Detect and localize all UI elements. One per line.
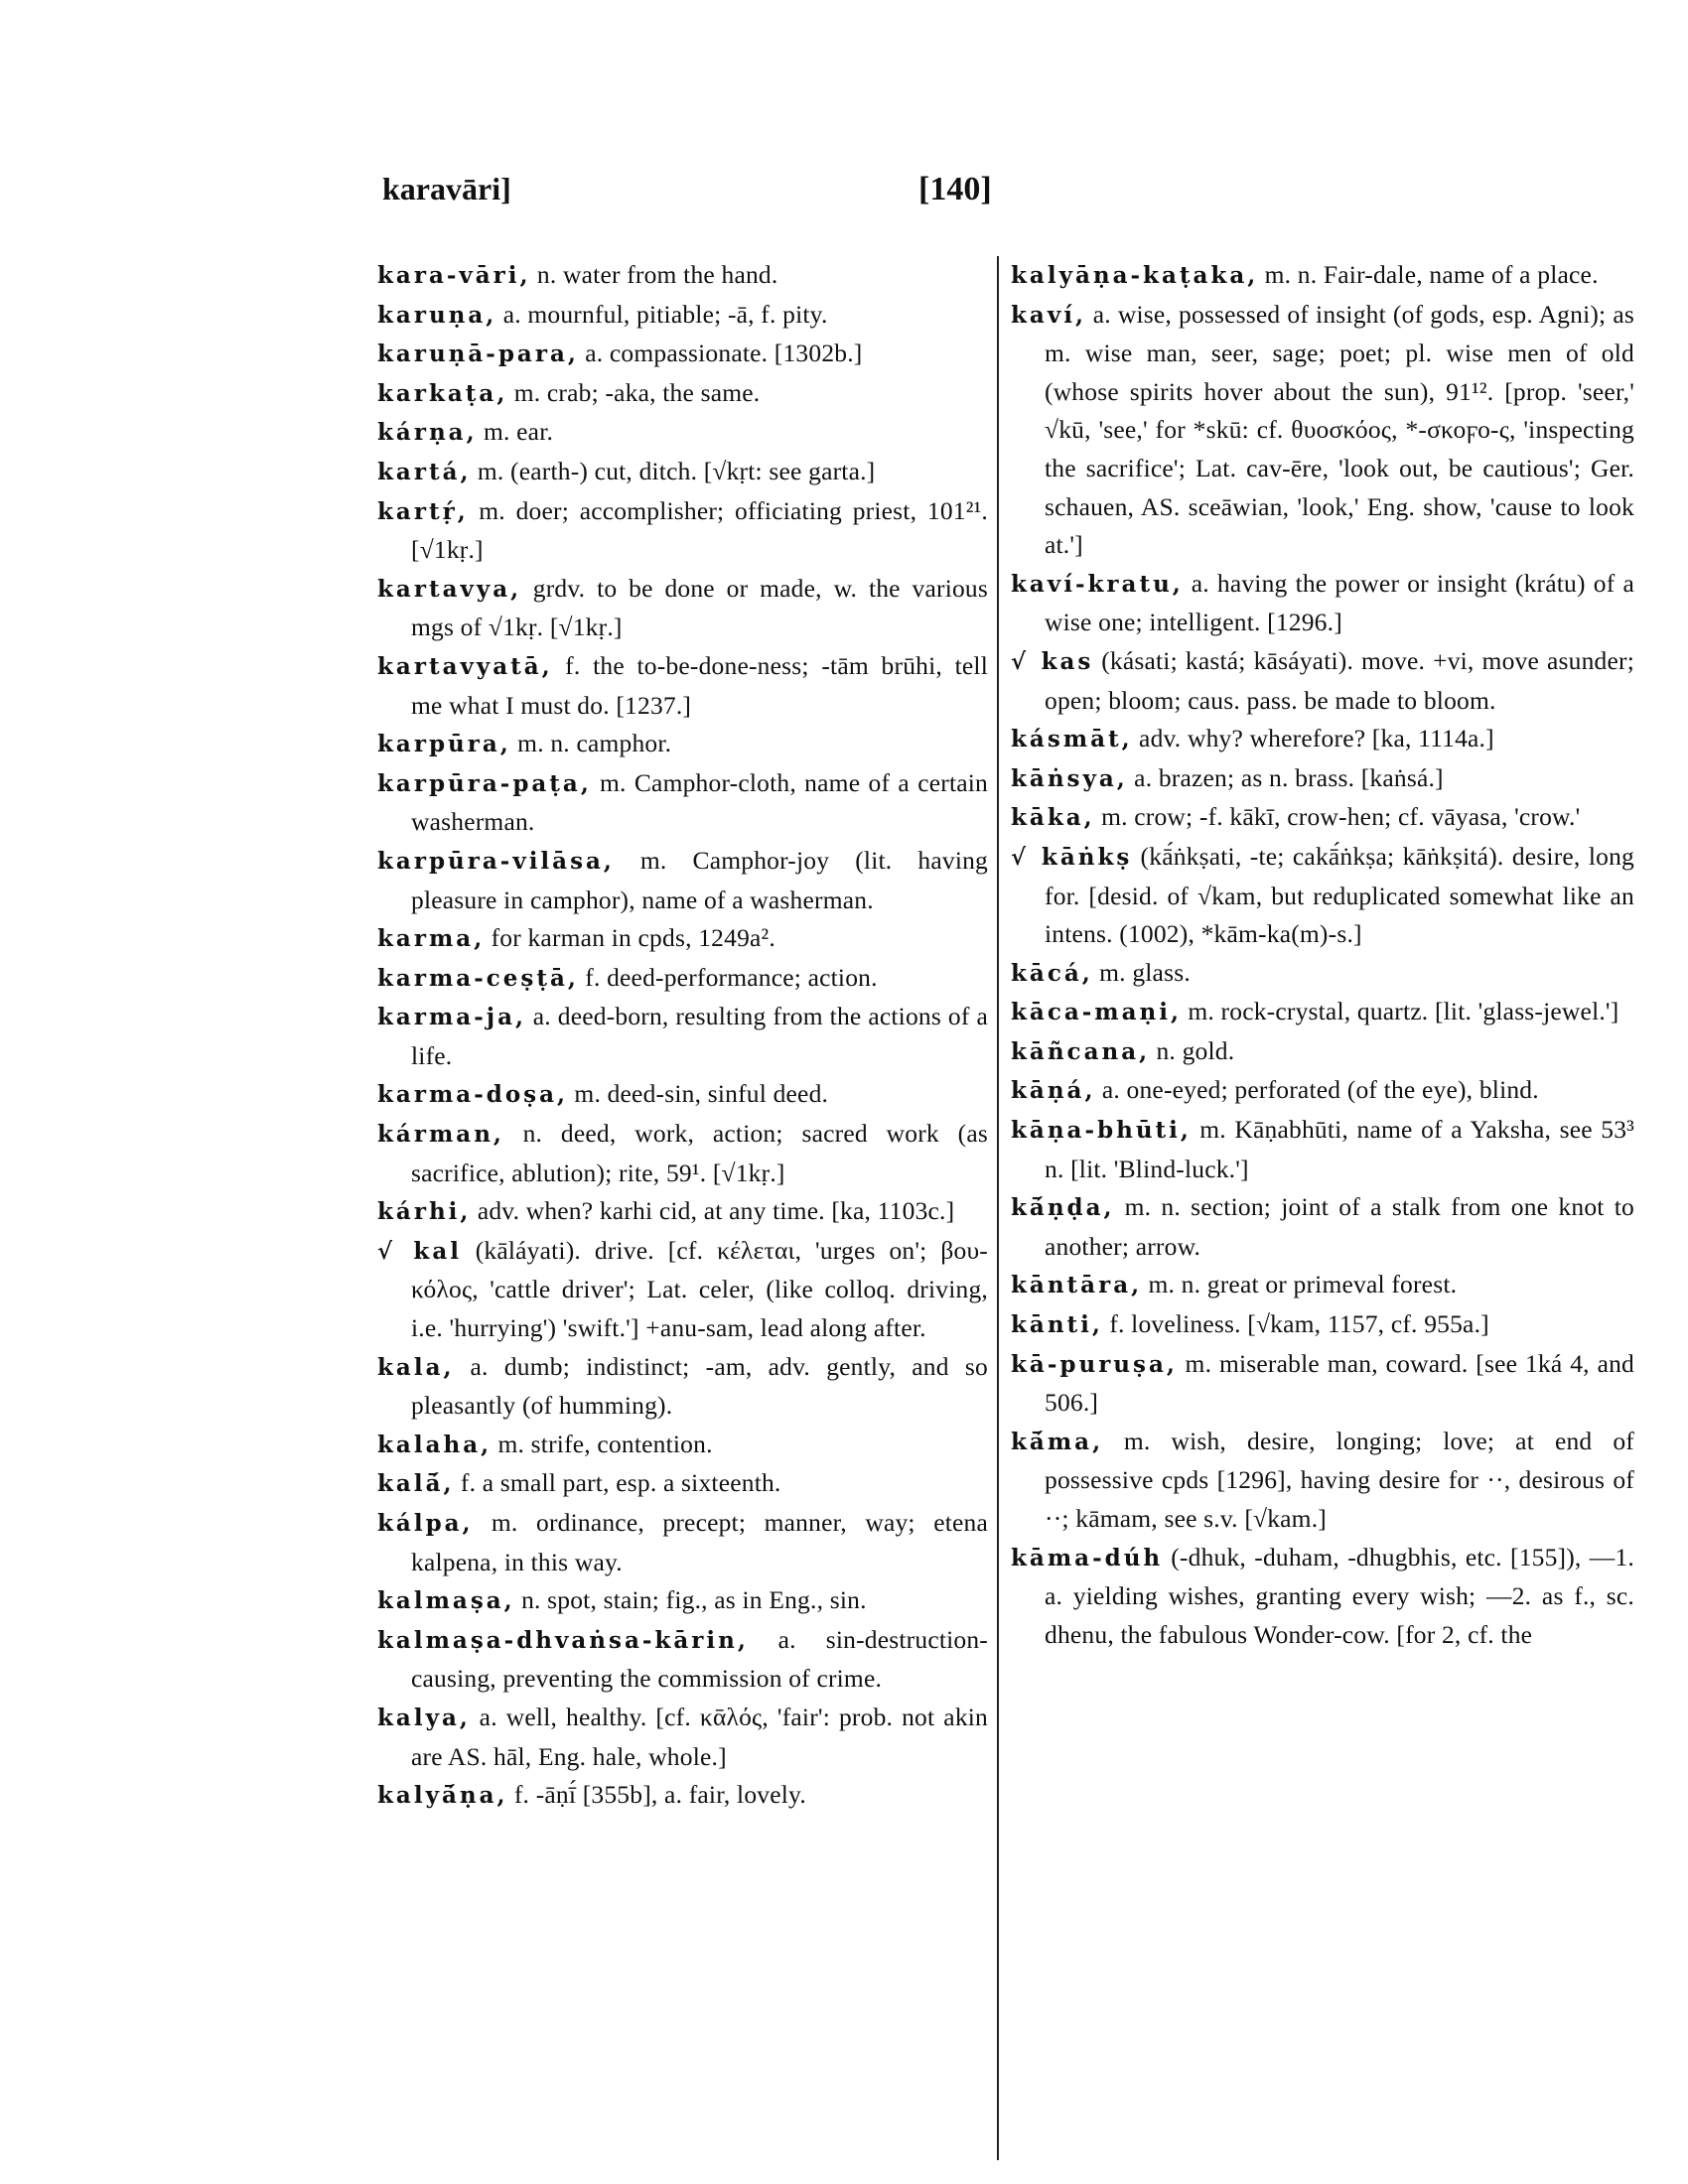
definition: m. Camphor-joy (lit. having pleasure in camphor), name of a washerman. [411, 845, 989, 914]
headword: kāma-dúh [1011, 1544, 1164, 1571]
headword: kācá, [1011, 959, 1093, 987]
dictionary-entry [377, 647, 988, 725]
dictionary-entry [377, 1426, 988, 1465]
dictionary-entry [377, 842, 988, 919]
dictionary-entry [377, 959, 988, 999]
headword: kāṅsya, [1011, 764, 1128, 792]
definition: a. wise, possessed of insight (of gods, esp. Agni); as m. wise man, seer, sage; poet; pl. wise men of old (whose spirits hover about the sun), 91¹². [prop. 'seer,' √kū, 'see,' for *skū: cf. θυοσκόος, *-σκοϝο-ς, 'inspecting the sacrifice'; Lat. cav-ēre, 'look out, be cautious'; Ger. schauen, AS. sceāwian, 'look,' Eng. show, 'cause to look at.'] [1045, 299, 1634, 560]
headword: kā́ma, [1011, 1428, 1104, 1455]
headword: kalya, [377, 1704, 471, 1731]
definition: a. deed-born, resulting from the actions of a life. [411, 1002, 989, 1070]
dictionary-entry [1011, 1188, 1634, 1266]
dictionary-entry [377, 374, 988, 414]
dictionary-entry [377, 1192, 988, 1232]
headword: karpūra-vilāsa, [377, 847, 615, 875]
definition: m. doer; accomplisher; officiating priest, 101²¹. [√1kṛ.] [411, 495, 989, 565]
definition: a. sin-destruction-causing, preventing the commission of crime. [411, 1624, 988, 1694]
dictionary-entry [1011, 642, 1634, 720]
definition: (-dhuk, -duham, -dhugbhis, etc. [155]), —1. a. yielding wishes, granting every wish; —2. as f., sc. dhenu, the fabulous Wonder-cow. [for 2, cf. the [1045, 1542, 1634, 1649]
dictionary-entry [377, 453, 988, 492]
dictionary-entry [1011, 798, 1634, 838]
definition: a. mournful, pitiable; -ā, f. pity. [502, 299, 828, 329]
definition: m. miserable man, coward. [see 1ká 4, and 506.] [1045, 1348, 1635, 1418]
dictionary-entry [377, 998, 988, 1075]
headword: karpūra, [377, 731, 511, 758]
definition: (kā́ṅkṣati, -te; cakā́ṅkṣa; kāṅkṣitá). desire, long for. [desid. of √kam, but reduplicated somewhat like an intens. (1002), *kām-ka(m)-s.] [1045, 841, 1634, 949]
headword: kāka, [1011, 804, 1095, 832]
column-divider [997, 256, 999, 2160]
headword: √ kal [377, 1237, 463, 1265]
definition: f. a small part, esp. a sixteenth. [460, 1468, 781, 1498]
headword: karpūra-paṭa, [377, 769, 592, 797]
definition: m. deed-sin, sinful deed. [574, 1079, 829, 1109]
definition: m. ear. [483, 417, 554, 447]
definition: f. loveliness. [√kam, 1157, cf. 955a.] [1109, 1309, 1489, 1339]
definition: m. n. Fair-dale, name of a place. [1264, 260, 1599, 289]
definition: m. rock-crystal, quartz. [lit. 'glass-jewel.'] [1188, 997, 1619, 1026]
headword: kalmaṣa, [377, 1587, 515, 1615]
headword: kárhi, [377, 1198, 472, 1226]
headword: karuṇa, [377, 301, 497, 329]
headword: kalyāṇa-kaṭaka, [1011, 262, 1259, 289]
headword: √ kas [1011, 647, 1094, 675]
headword: kā́ṇḍa, [1011, 1194, 1115, 1222]
dictionary-entry [377, 1232, 988, 1348]
dictionary-entry [377, 413, 988, 453]
headword: kásmāt, [1011, 726, 1133, 753]
dictionary-entry [377, 1504, 988, 1581]
headword: kāṇá, [1011, 1077, 1096, 1105]
definition: m. n. section; joint of a stalk from one knot to another; arrow. [1045, 1192, 1634, 1261]
dictionary-entry [1011, 1423, 1634, 1539]
dictionary-entry [377, 1115, 988, 1192]
headword: karma-ceṣṭā, [377, 964, 579, 992]
headword: kárṇa, [377, 419, 478, 447]
definition: for karman in cpds, 1249a². [491, 923, 775, 953]
dictionary-entry [377, 1348, 988, 1426]
dictionary-entry [1011, 1032, 1634, 1072]
dictionary-entry [1011, 296, 1634, 565]
headword: kāñcana, [1011, 1037, 1151, 1065]
dictionary-entry [377, 764, 988, 842]
headword: kartavyatā, [377, 652, 553, 680]
definition: m. Camphor-cloth, name of a certain washerman. [411, 767, 988, 837]
dictionary-entry [377, 1075, 988, 1115]
dictionary-entry [1011, 1539, 1634, 1655]
dictionary-entry [1011, 720, 1634, 759]
dictionary-entry [377, 492, 988, 570]
definition: n. water from the hand. [536, 260, 778, 289]
headword: kāca-maṇi, [1011, 999, 1182, 1026]
definition: a. dumb; indistinct; -am, adv. gently, and so pleasantly (of humming). [411, 1351, 988, 1421]
headword: √ kāṅkṣ [1011, 843, 1133, 871]
left-column [377, 256, 988, 1816]
headword: kárman, [377, 1121, 504, 1149]
definition: adv. why? wherefore? [ka, 1114a.] [1139, 724, 1494, 753]
dictionary-entry [1011, 565, 1634, 642]
dictionary-entry [377, 1776, 988, 1816]
dictionary-entry [377, 1699, 988, 1776]
headword: karkaṭa, [377, 379, 508, 407]
headword: kaví-kratu, [1011, 570, 1184, 598]
dictionary-entry [1011, 759, 1634, 799]
headword: karma, [377, 925, 486, 953]
right-column [1011, 256, 1634, 1654]
headword: kala, [377, 1353, 455, 1381]
definition: n. deed, work, action; sacred work (as sacrifice, ablution); rite, 59¹. [√1kṛ.] [411, 1119, 989, 1187]
headword: karma-doṣa, [377, 1081, 569, 1109]
dictionary-entry [377, 1581, 988, 1621]
dictionary-entry [377, 1464, 988, 1504]
definition: f. the to-be-done-ness; -tām brūhi, tell me what I must do. [1237.] [411, 650, 989, 720]
headword: kalyā́ṇa, [377, 1782, 508, 1810]
definition: m. Kāṇabhūti, name of a Yaksha, see 53³ n. [lit. 'Blind-luck.'] [1045, 1115, 1635, 1183]
definition: grdv. to be done or made, w. the various mgs of √1kṛ. [√1kṛ.] [411, 573, 989, 642]
dictionary-entry [377, 1621, 988, 1699]
dictionary-entry [1011, 838, 1634, 954]
headword: kānti, [1011, 1311, 1103, 1339]
page-header [382, 171, 1631, 220]
definition: m. (earth-) cut, ditch. [√kṛt: see garta.] [477, 456, 876, 485]
headword: kartṛ́, [377, 497, 469, 525]
headword: kāntāra, [1011, 1272, 1143, 1299]
definition: a. having the power or insight (krátu) of a wise one; intelligent. [1296.] [1045, 568, 1634, 637]
headword: kā-puruṣa, [1011, 1350, 1178, 1378]
headword: karma-ja, [377, 1004, 526, 1031]
headword: kalaha, [377, 1431, 492, 1458]
dictionary-entry [1011, 993, 1634, 1032]
headword: kaví, [1011, 301, 1086, 329]
definition: n. spot, stain; fig., as in Eng., sin. [521, 1585, 867, 1615]
dictionary-entry [1011, 1266, 1634, 1305]
definition: m. strife, contention. [497, 1429, 713, 1458]
dictionary-entry [1011, 1111, 1634, 1188]
headword: kartá, [377, 458, 472, 485]
headword: kalmaṣa-dhvaṅsa-kārin, [377, 1626, 749, 1654]
definition: m. ordinance, precept; manner, way; etena kalpena, in this way. [411, 1508, 989, 1576]
dictionary-entry [377, 335, 988, 374]
dictionary-entry [1011, 1071, 1634, 1111]
dictionary-entry [1011, 954, 1634, 994]
definition: (kásati; kastá; kāsáyati). move. +vi, move asunder; open; bloom; caus. pass. be made to bloom. [1045, 645, 1635, 715]
definition: (kāláyati). drive. [cf. κέλεται, 'urges on'; βου-κόλος, 'cattle driver'; Lat. celer, (like colloq. driving, i.e. 'hurrying') 'swift.'] +anu-sam, lead along after. [411, 1235, 988, 1343]
definition: m. n. great or primeval forest. [1148, 1270, 1458, 1299]
dictionary-entry [377, 296, 988, 336]
definition: a. compassionate. [1302b.] [585, 339, 863, 368]
headword: kalā́, [377, 1470, 455, 1498]
dictionary-entry [377, 256, 988, 296]
definition: a. one-eyed; perforated (of the eye), blind. [1101, 1075, 1539, 1105]
definition: m. glass. [1099, 957, 1191, 987]
dictionary-entry [377, 725, 988, 764]
headword: kálpa, [377, 1510, 474, 1537]
dictionary-entry [1011, 1305, 1634, 1345]
dictionary-entry [377, 570, 988, 647]
definition: m. n. camphor. [517, 729, 672, 758]
definition: m. wish, desire, longing; love; at end of possessive cpds [1296], having desire for ··, desirous of ··; kāmam, see s.v. [√kam.] [1045, 1426, 1634, 1533]
headword: karuṇā-para, [377, 341, 579, 368]
headword: kāṇa-bhūti, [1011, 1117, 1192, 1145]
page-number: [140] [918, 171, 992, 207]
definition: adv. when? karhi cid, at any time. [ka, 1103c.] [477, 1196, 955, 1226]
definition: f. deed-performance; action. [585, 962, 878, 992]
guide-word: karavāri] [382, 171, 511, 206]
dictionary-entry [377, 919, 988, 959]
dictionary-entry [1011, 256, 1634, 296]
definition: f. -āṇī́ [355b], a. fair, lovely. [513, 1780, 806, 1810]
definition: m. crab; -aka, the same. [513, 377, 761, 407]
definition: a. well, healthy. [cf. κᾱλός, 'fair': prob. not akin are AS. hāl, Eng. hale, whole.] [411, 1702, 988, 1771]
definition: a. brazen; as n. brass. [kaṅsá.] [1134, 762, 1444, 792]
definition: n. gold. [1156, 1035, 1235, 1065]
headword: kartavya, [377, 575, 522, 603]
dictionary-entry [1011, 1345, 1634, 1423]
definition: m. crow; -f. kākī, crow-hen; cf. vāyasa, 'crow.' [1101, 802, 1581, 832]
headword: kara-vāri, [377, 262, 531, 289]
